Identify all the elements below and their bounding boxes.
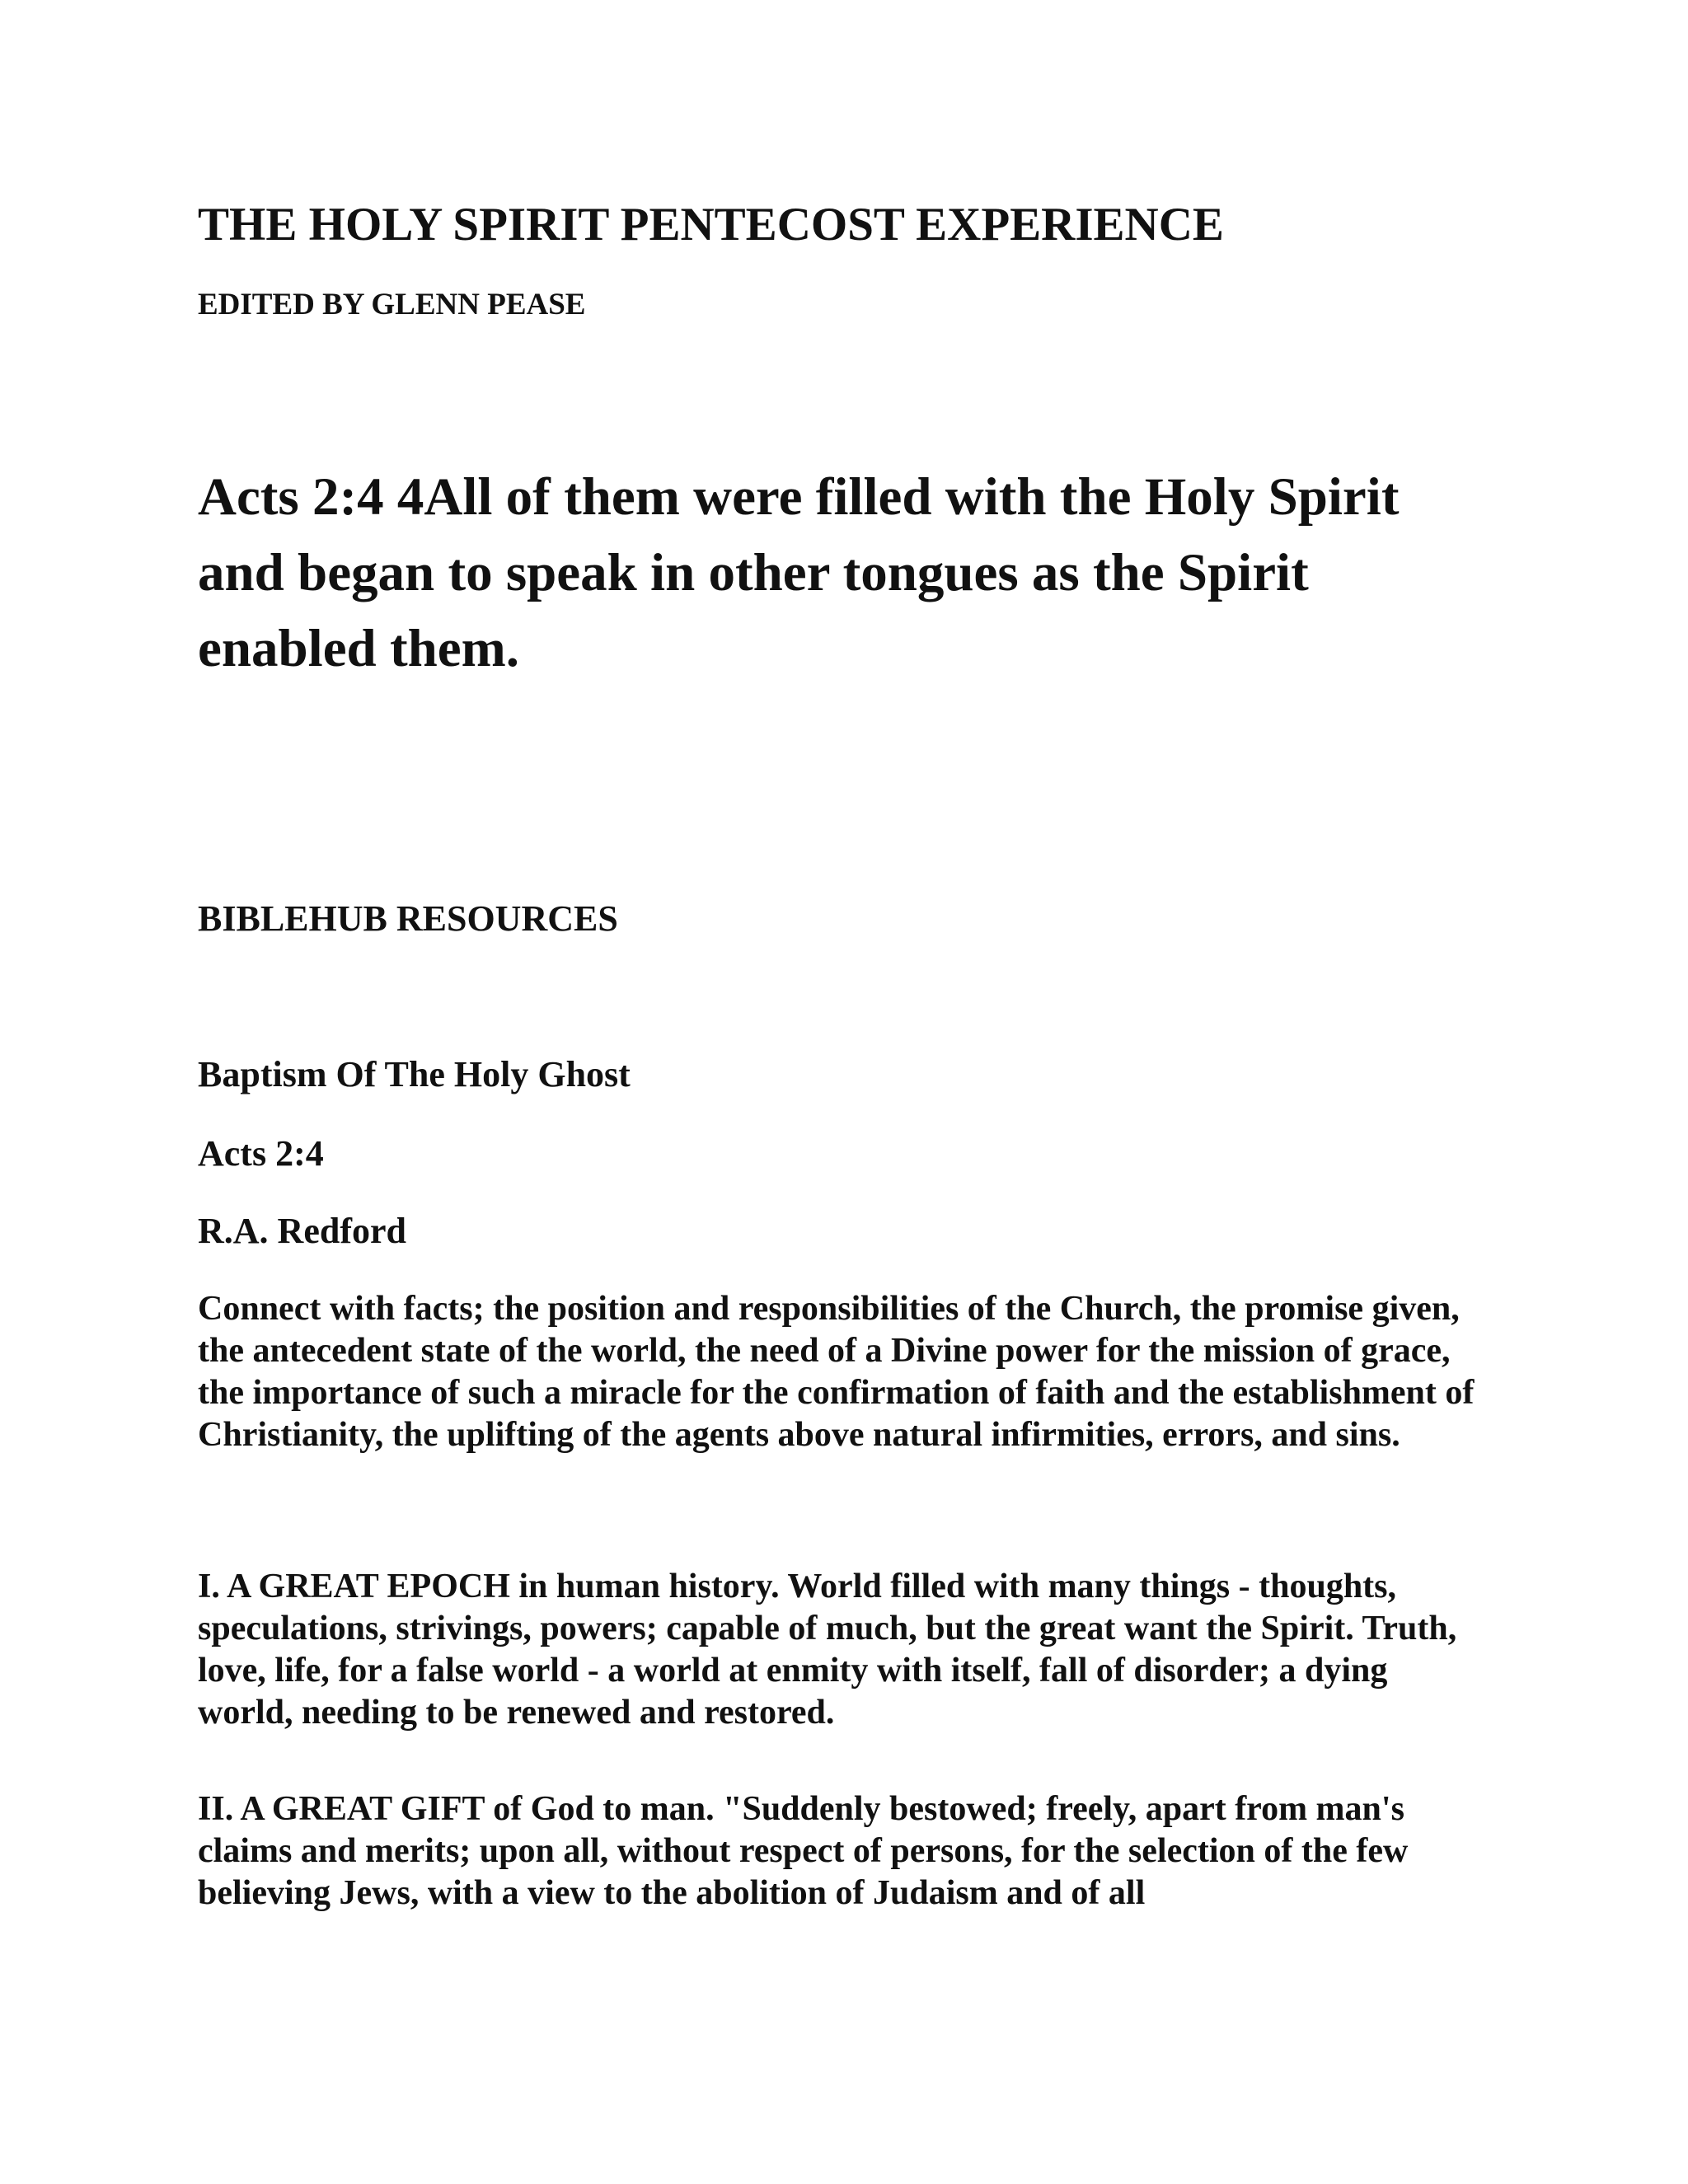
sermon-author: R.A. Redford [198,1211,406,1251]
scripture-quote: Acts 2:4 4All of them were filled with the Holy Spirit and began to speak in other tongues as the Spirit enabled them. [198,467,1400,678]
paragraph: I. A GREAT EPOCH in human history. World filled with many things - thoughts, speculations, strivings, powers; capable of much, but the great want the Spirit. Truth, love, life, for a false world - a world at enmity with itself, fall of disorder; a dying world, needing to be renewed and restored. [198,1568,1457,1732]
sermon-title: Baptism Of The Holy Ghost [198,1054,631,1094]
document-editor: EDITED BY GLENN PEASE [198,288,586,321]
paragraph: II. A GREAT GIFT of God to man. "Suddenly bestowed; freely, apart from man's claims and merits; upon all, without respect of persons, for the selection of the few believing Jews, with a view to the abolition of Judaism and of all [198,1790,1409,1912]
resources-heading: BIBLEHUB RESOURCES [198,898,618,939]
sermon-reference: Acts 2:4 [198,1133,324,1174]
document-title: THE HOLY SPIRIT PENTECOST EXPERIENCE [198,199,1224,251]
paragraph: Connect with facts; the position and responsibilities of the Church, the promise given, the antecedent state of the world, the need of a Divine power for the mission of grace, the importance of such a miracle for the confirmation of faith and the establishment of Christianity, the uplifting of the agents above natural infirmities, errors, and sins. [198,1290,1475,1454]
